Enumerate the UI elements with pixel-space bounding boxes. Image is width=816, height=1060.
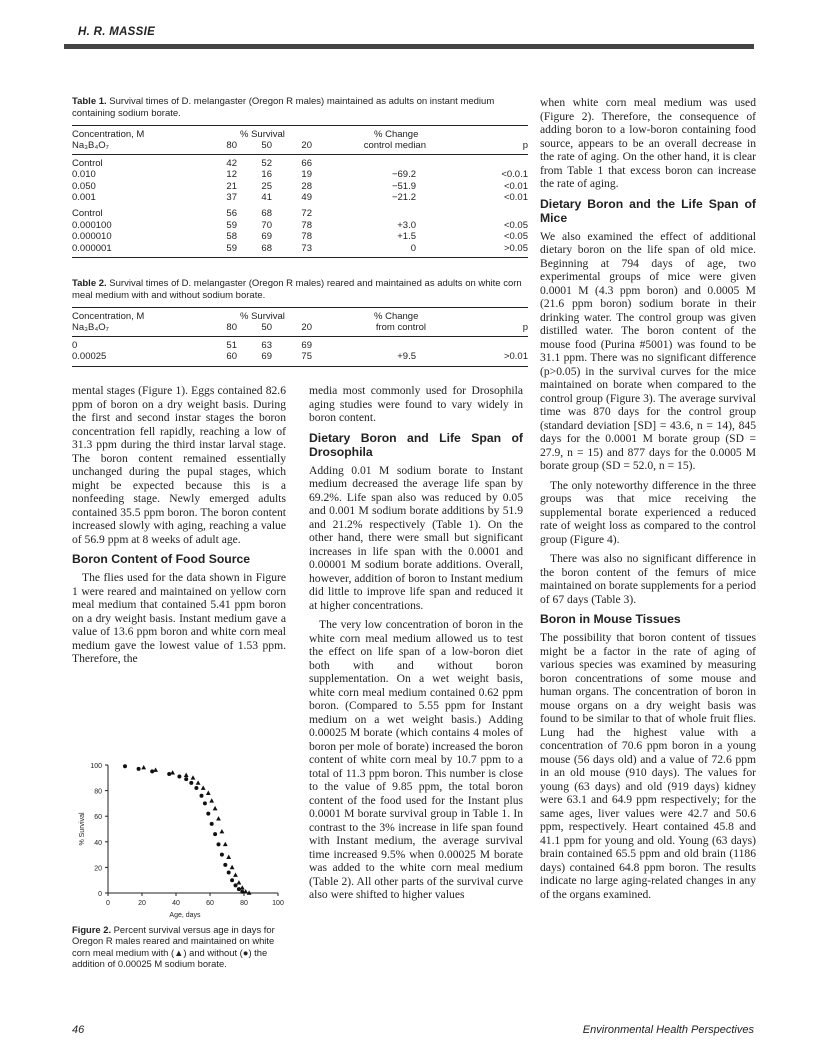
journal-name: Environmental Health Perspectives [582,1024,754,1036]
data-point-with-borate [216,816,221,820]
y-tick-label: 100 [90,763,102,770]
data-point-without-borate [189,781,193,785]
table-cell: −69.2 [391,169,416,181]
data-point-without-borate [194,786,198,790]
figure-2-caption: Figure 2. Percent survival versus age in days for Oregon R males reared and maintained on white corn meal medium with (▲) and without (●) the addition of 0.00025 M sodium borate. [72,924,275,970]
table-cell: 0.001 [72,191,96,203]
table-1-head-row-2: Na₃B₄O₇ 80 50 20 control median p [72,140,528,152]
data-point-without-borate [230,878,234,882]
table-cell: 78 [301,219,312,231]
table-cell: >0.05 [503,242,528,254]
table-cell: 51 [226,339,237,351]
table-cell: 37 [226,191,237,203]
table-cell: 68 [261,208,272,220]
section-heading-dietary-boron-mice: Dietary Boron and the Life Span of Mice [540,196,756,225]
data-point-without-borate [150,769,154,773]
data-point-without-borate [167,772,171,776]
column-1 [72,384,286,672]
data-point-with-borate [213,806,218,810]
data-point-without-borate [200,794,204,798]
figure-2-chart [72,755,290,919]
table-cell: 73 [301,242,312,254]
table-cell: 69 [301,339,312,351]
column-3 [540,96,756,907]
table-2 [72,278,528,367]
y-tick-label: 40 [94,839,102,847]
table-cell: <0.01 [503,191,528,203]
y-axis-label: % Survival [79,812,86,846]
data-point-with-borate [237,880,242,884]
data-point-without-borate [227,871,231,875]
table-row [72,231,528,242]
table-cell: 49 [301,191,312,203]
table-cell: 78 [301,231,312,243]
table-1-caption: Table 1. Survival times of D. melangaster (Oregon R males) maintained as adults on instant medium containing sodium borate. [72,96,495,119]
table-cell: 42 [226,157,237,169]
table-cell: 21 [226,180,237,192]
col3-paragraph-1: when white corn meal medium was used (Figure 2). Therefore, the consequence of adding boron to a low-boron containing food source, appears to be an overall decrease in the rate of aging. On the other hand, it is clear from Table 1 that excess boron can increase the rate of aging. [540,96,756,190]
table-cell: Control [72,208,103,220]
table-row [72,208,528,219]
col3-paragraph-4: There was also no significant difference in the boron content of the femurs of mice maintained on borate supplements for a period of 67 days (Table 3). [540,552,756,606]
col3-paragraph-2: We also examined the effect of additional dietary boron on the life span of old mice. Beginning at 794 days of age, two experimental groups of mice were given 0.0001 M (4.3 ppm boron) and 0.0005 M (21.6 ppm boron) sodium borate in their drinking water. The control group was given distilled water. The boron content of the mouse food (Purina #5001) was found to be 31.1 ppm. There was no significant difference (p>0.05) in the survival curves for the mice maintained on borate when compared to the control group (Figure 3). The average survival time was 870 days for the control group (standard deviation [SD] = 43.6, n = 14), 845 days for the 0.0001 M borate group (SD = 27.9, n = 15) and 877 days for the 0.0005 M borate group (SD = 52.0, n = 15). [540,229,756,472]
col2-paragraph-3: The very low concentration of boron in the white corn meal medium allowed us to test the effect on life span of a low-boron diet both with and without boron supplementation. On a wet weight basis, white corn meal medium contained 0.62 ppm boron. (Compared to 5.55 ppm for Instant medium on a wet weight basis.) Adding 0.00025 M borate (which contains 4 moles of boron per mole of borate) increased the boron content of white corn meal by 10.7 ppm to a total of 11.3 ppm boron. This number is close to the value of 9.85 ppm, the total boron content of the food used for the Instant plus 0.0001 M borate survival group in Table 1. In contrast to the 3% increase in life span found with Instant medium, the average survival time increased 9.5% when 0.00025 M borate was added to the white corn meal medium (Table 2). All other parts of the survival curve also were shifted to higher values [309,618,523,901]
page-number: 46 [72,1024,85,1036]
data-point-without-borate [217,842,221,846]
col2-paragraph-1: media most commonly used for Drosophila aging studies were found to vary widely in boron content. [309,384,523,424]
table-cell: 0 [72,339,78,351]
table-cell: <0.01 [503,180,528,192]
x-axis-label: Age, days [169,912,201,919]
table-cell: 52 [261,157,272,169]
y-tick-label: 60 [94,814,102,822]
col1-paragraph-1: mental stages (Figure 1). Eggs contained 82.6 ppm of boron on a dry weight basis. During the first and second instar stages the boron concentration fell rapidly, reaching a low of 31.3 ppm during the third instar larval stage. The boron content remained essentially unchanged during the pupal stages, which might be expected because this is a nonfeeding stage. Newly emerged adults contained 35.5 ppm boron. The boron content increased slowly with aging, reaching a value of 56.9 ppm at 8 weeks of adult age. [72,384,286,546]
table-row [72,192,528,203]
x-tick-label: 60 [206,900,214,907]
data-point-without-borate [210,822,214,826]
data-point-with-borate [206,791,211,795]
figure-2 [72,755,290,919]
table-cell: +9.5 [397,351,416,363]
data-point-without-borate [237,887,241,891]
data-point-with-borate [201,785,206,789]
data-point-without-borate [203,801,207,805]
table-cell: 0.00025 [72,351,107,363]
table-cell: 59 [226,219,237,231]
table-cell: 0.000010 [72,231,112,243]
y-tick-label: 80 [94,788,102,796]
table-cell: 63 [261,339,272,351]
data-point-with-borate [226,855,231,859]
data-point-with-borate [223,842,228,846]
col3-paragraph-3: The only noteworthy difference in the three groups was that mice receiving the supplemental borate experienced a reduced rate of weight loss as compared to the control group (Figure 4). [540,478,756,546]
table-cell: <0.05 [503,231,528,243]
table-2-caption: Table 2. Survival times of D. melangaster (Oregon R males) reared and maintained as adults on white corn meal medium with and without sodium borate. [72,278,522,301]
x-tick-label: 20 [138,900,146,907]
section-heading-boron-content-food: Boron Content of Food Source [72,552,251,566]
table-cell: +3.0 [397,219,416,231]
data-point-without-borate [206,812,210,816]
table-cell: 72 [301,208,312,220]
data-point-without-borate [213,832,217,836]
table-cell: 28 [301,180,312,192]
data-point-without-borate [223,863,227,867]
data-point-without-borate [123,764,127,768]
column-2 [309,384,523,908]
table-1 [72,96,528,258]
data-point-with-borate [209,798,214,802]
x-tick-label: 100 [272,900,284,907]
col2-paragraph-2: Adding 0.01 M sodium borate to Instant medium decreased the average life span by 69.2%. Life span also was reduced by 0.05 and 0.001 M sodium borate additions by 51.9 and 21.2% respectively (Table 1). On the other hand, there were small but significant increases in life span with the 0.0001 and 0.00001 M sodium borate additions. Overall, however, addition of boron to Instant medium did little to improve life span and reduced it at higher concentrations. [309,463,523,612]
table-cell: −21.2 [391,191,416,203]
table-cell: >0.01 [503,351,528,363]
section-heading-boron-mouse-tissues: Boron in Mouse Tissues [540,612,681,626]
table-row [72,340,528,351]
col3-paragraph-5: The possibility that boron content of tissues might be a factor in the rate of aging of various species was examined by measuring boron concentrations of some mouse and human organs. The concentration of boron in mouse organs on a dry weight basis was found to be similar to that of whole fruit flies. Lung had the highest value with a concentration of 70.6 ppm boron in a young mouse (56 days old) and a value of 72.6 ppm in an old mouse (910 days). The values for young (63 days) and old (919 days) kidney were 63.1 and 64.9 ppm respectively; for the same ages, liver values were 42.7 and 50.6 ppm, respectively. Heart contained 45.8 and 41.1 ppm for young and old. Young (63 days) brain contained 65.5 ppm and old brain (1186 days) contained 64.8 ppm boron. The results indicate no large aging-related changes in any of the organs examined. [540,631,756,901]
table-row [72,220,528,231]
table-row [72,181,528,192]
data-point-with-borate [196,780,201,784]
table-cell: 56 [226,208,237,220]
table-cell: 75 [301,351,312,363]
table-cell: −51.9 [391,180,416,192]
table-cell: 41 [261,191,272,203]
table-cell: 69 [261,351,272,363]
data-point-without-borate [234,883,238,887]
table-cell: 0.010 [72,169,96,181]
table-row [72,243,528,254]
x-tick-label: 40 [172,900,180,907]
data-point-without-borate [184,777,188,781]
table-row [72,158,528,169]
section-heading-dietary-boron-drosophila: Dietary Boron and Life Span of Drosophila [309,430,523,459]
table-cell: 19 [301,169,312,181]
table-2-head-row-1: Concentration, M % Survival % Change [72,311,419,322]
data-point-without-borate [177,775,181,779]
table-cell: 66 [301,157,312,169]
y-tick-label: 20 [94,865,102,873]
data-point-with-borate [191,775,196,779]
table-row [72,169,528,180]
table-2-head-row-2: Na₃B₄O₇ 80 50 20 from control p [72,322,528,334]
table-cell: 0.000100 [72,219,112,231]
table-cell: 0 [410,242,416,254]
table-cell: 16 [261,169,272,181]
data-point-with-borate [141,765,146,769]
running-header-author: H. R. MASSIE [78,26,156,38]
table-cell: 68 [261,242,272,254]
table-cell: 0.000001 [72,242,112,254]
table-cell: +1.5 [397,231,416,243]
data-point-with-borate [220,829,225,833]
table-cell: 70 [261,219,272,231]
x-tick-label: 0 [106,900,110,907]
data-point-without-borate [137,767,141,771]
y-tick-label: 0 [98,891,102,898]
header-rule [64,44,754,49]
data-point-without-borate [240,890,244,894]
col1-paragraph-2: The flies used for the data shown in Figure 1 were reared and maintained on yellow corn meal medium that contained 5.41 ppm boron on a dry weight basis. Instant medium gave a value of 13.6 ppm boron and white corn meal medium gave the lowest value of 1.53 ppm. Therefore, the [72,571,286,665]
table-cell: 69 [261,231,272,243]
data-point-with-borate [230,865,235,869]
table-cell: 58 [226,231,237,243]
table-cell: 60 [226,351,237,363]
table-cell: 12 [226,169,237,181]
data-point-with-borate [233,872,238,876]
table-cell: 25 [261,180,272,192]
table-cell: Control [72,157,103,169]
x-tick-label: 80 [240,900,248,907]
table-cell: 59 [226,242,237,254]
table-cell: 0.050 [72,180,96,192]
table-cell: <0.05 [503,219,528,231]
data-point-without-borate [220,853,224,857]
table-row [72,351,528,362]
table-1-head-row-1: Concentration, M % Survival % Change [72,129,419,140]
data-point-with-borate [184,773,189,777]
table-cell: <0.0.1 [501,169,528,181]
